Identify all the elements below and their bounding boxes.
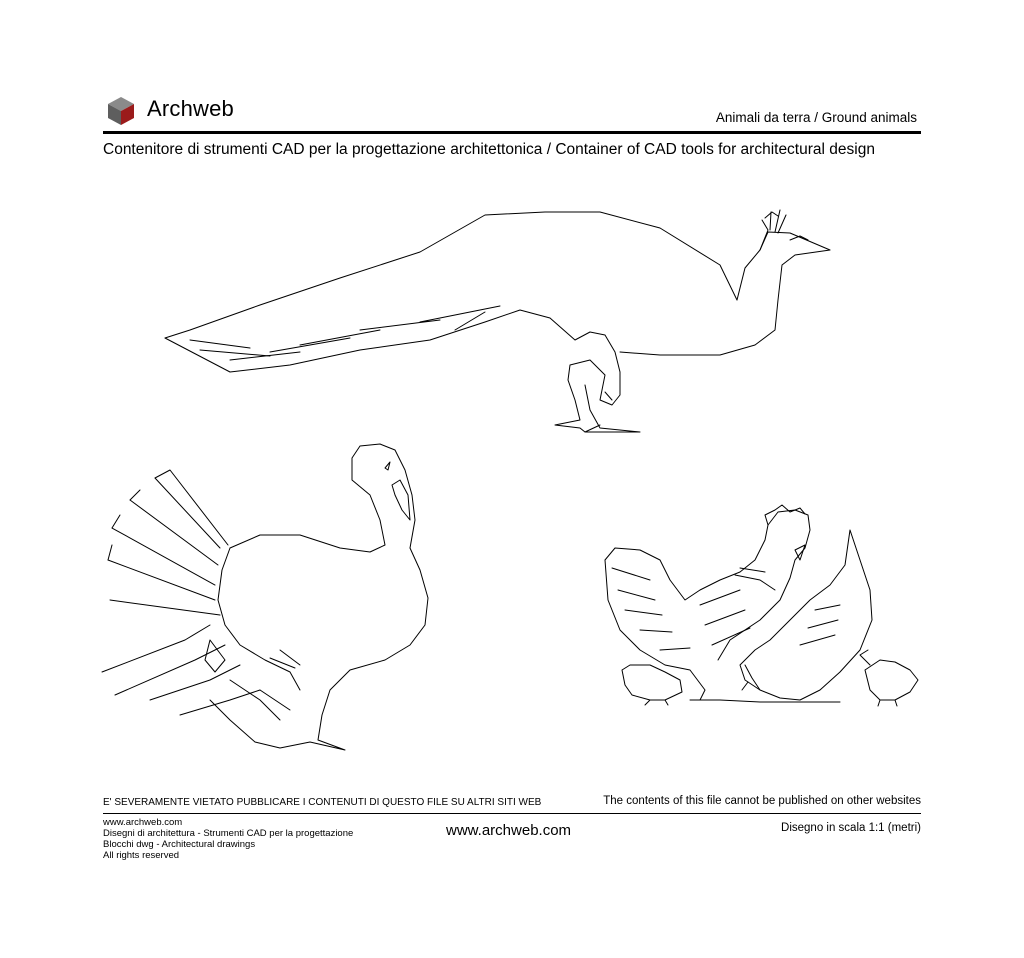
scale-label: Disegno in scala 1:1 (metri) (781, 822, 921, 834)
footer-line: All rights reserved (103, 850, 180, 861)
footer-line: Disegni di architettura - Strumenti CAD per la progettazione (103, 828, 354, 839)
footer-info (103, 817, 353, 861)
rooster-hen-chicks-drawing (605, 505, 918, 706)
footer-line: www.archweb.com (103, 817, 183, 828)
page-subtitle: Contenitore di strumenti CAD per la progettazione architettonica / Container of CAD tools for architectural design (103, 141, 875, 158)
footer-line: Blocchi dwg - Architectural drawings (103, 839, 256, 850)
footer-rule (103, 813, 921, 814)
warning-italian: E' SEVERAMENTE VIETATO PUBBLICARE I CONTENUTI DI QUESTO FILE SU ALTRI SITI WEB (103, 797, 542, 808)
peacock-drawing (165, 210, 830, 432)
site-url: www.archweb.com (446, 822, 572, 839)
warning-english: The contents of this file cannot be published on other websites (603, 795, 921, 807)
turkey-drawing (102, 444, 428, 750)
category-label: Animali da terra / Ground animals (715, 110, 917, 125)
brand-name: Archweb (147, 96, 234, 121)
